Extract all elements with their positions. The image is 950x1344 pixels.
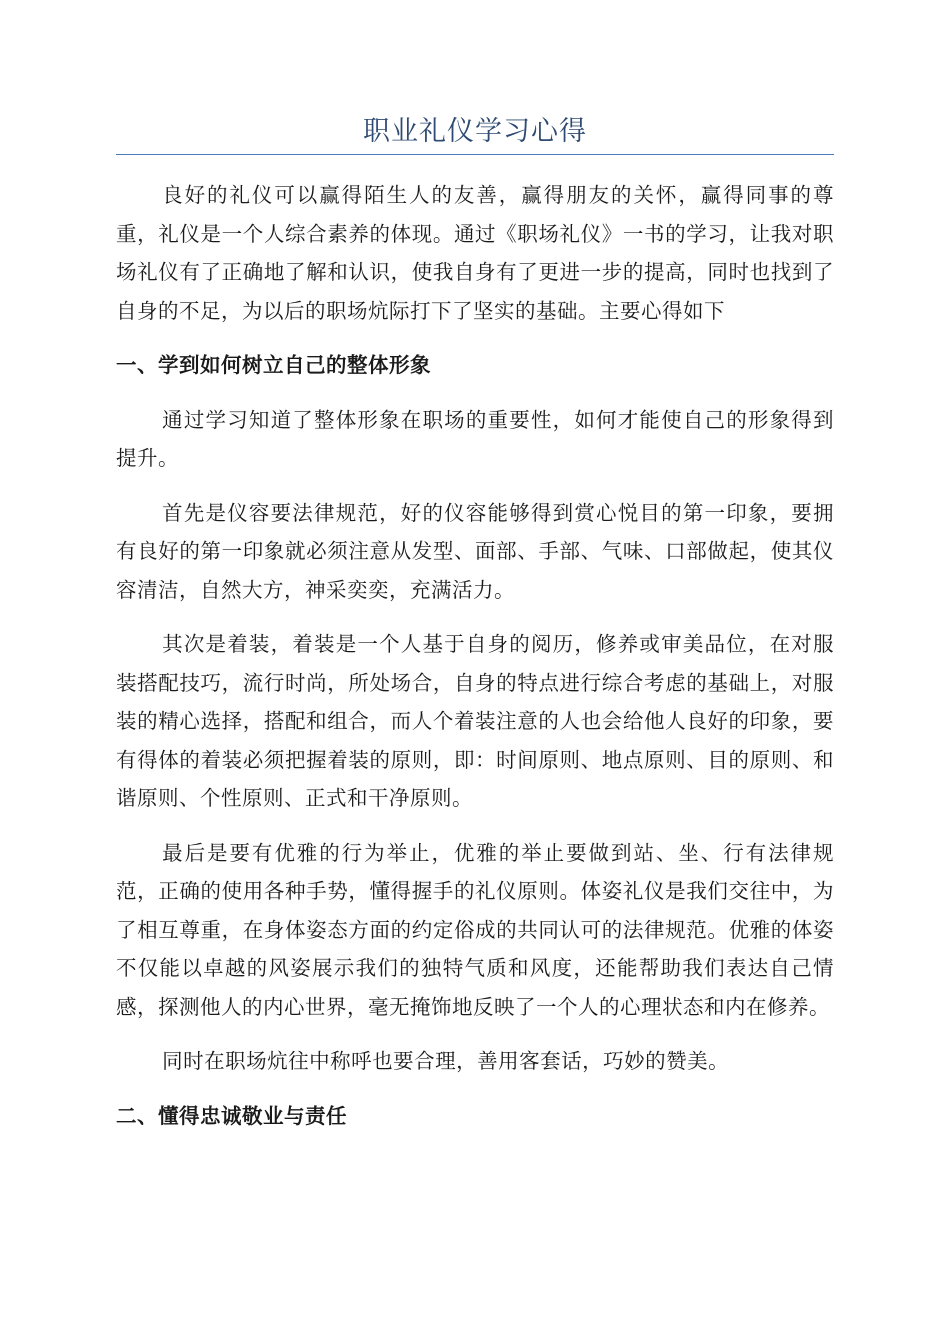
section-1-paragraph-1: 通过学习知道了整体形象在职场的重要性，如何才能使自己的形象得到提升。 [116,407,834,470]
intro-paragraph: 良好的礼仪可以赢得陌生人的友善，赢得朋友的关怀，赢得同事的尊重，礼仪是一个人综合素养的体现。通过《职场礼仪》一书的学习，让我对职场礼仪有了正确地了解和认识，使我自身有了更进一步的提高，同时也找到了自身的不足，为以后的职场炕际打下了坚实的基础。主要心得如下 [116,183,834,323]
document-body [116,176,834,1135]
document-title: 职业礼仪学习心得 [363,116,587,147]
section-1-paragraph-5: 同时在职场炕往中称呼也要合理，善用客套话，巧妙的赞美。 [162,1049,730,1073]
section-heading-1: 一、学到如何树立自己的整体形象 [116,353,431,377]
title-underline [116,154,834,155]
section-1-paragraph-2: 首先是仪容要法律规范，好的仪容能够得到赏心悦目的第一印象，要拥有良好的第一印象就必须注意从发型、面部、手部、气味、口部做起，使其仪容清洁，自然大方，神采奕奕，充满活力。 [116,500,834,602]
section-heading-2: 二、懂得忠诚敬业与责任 [116,1103,347,1128]
section-1-paragraph-3: 其次是着装，着装是一个人基于自身的阅历，修养或审美品位，在对服装搭配技巧，流行时尚，所处场合，自身的特点进行综合考虑的基础上，对服装的精心选择，搭配和组合，而人个着装注意的人也会给他人良好的印象，要有得体的着装必须把握着装的原则，即：时间原则、地点原则、目的原则、和谐原则、个性原则、正式和干净原则。 [116,632,834,810]
section-1-paragraph-4: 最后是要有优雅的行为举止，优雅的举止要做到站、坐、行有法律规范，正确的使用各种手势，懂得握手的礼仪原则。体姿礼仪是我们交往中，为了相互尊重，在身体姿态方面的约定俗成的共同认可的法律规范。优雅的体姿不仅能以卓越的风姿展示我们的独特气质和风度，还能帮助我们表达自己情感，探测他人的内心世界，毫无掩饰地反映了一个人的心理状态和内在修养。 [116,840,834,1019]
